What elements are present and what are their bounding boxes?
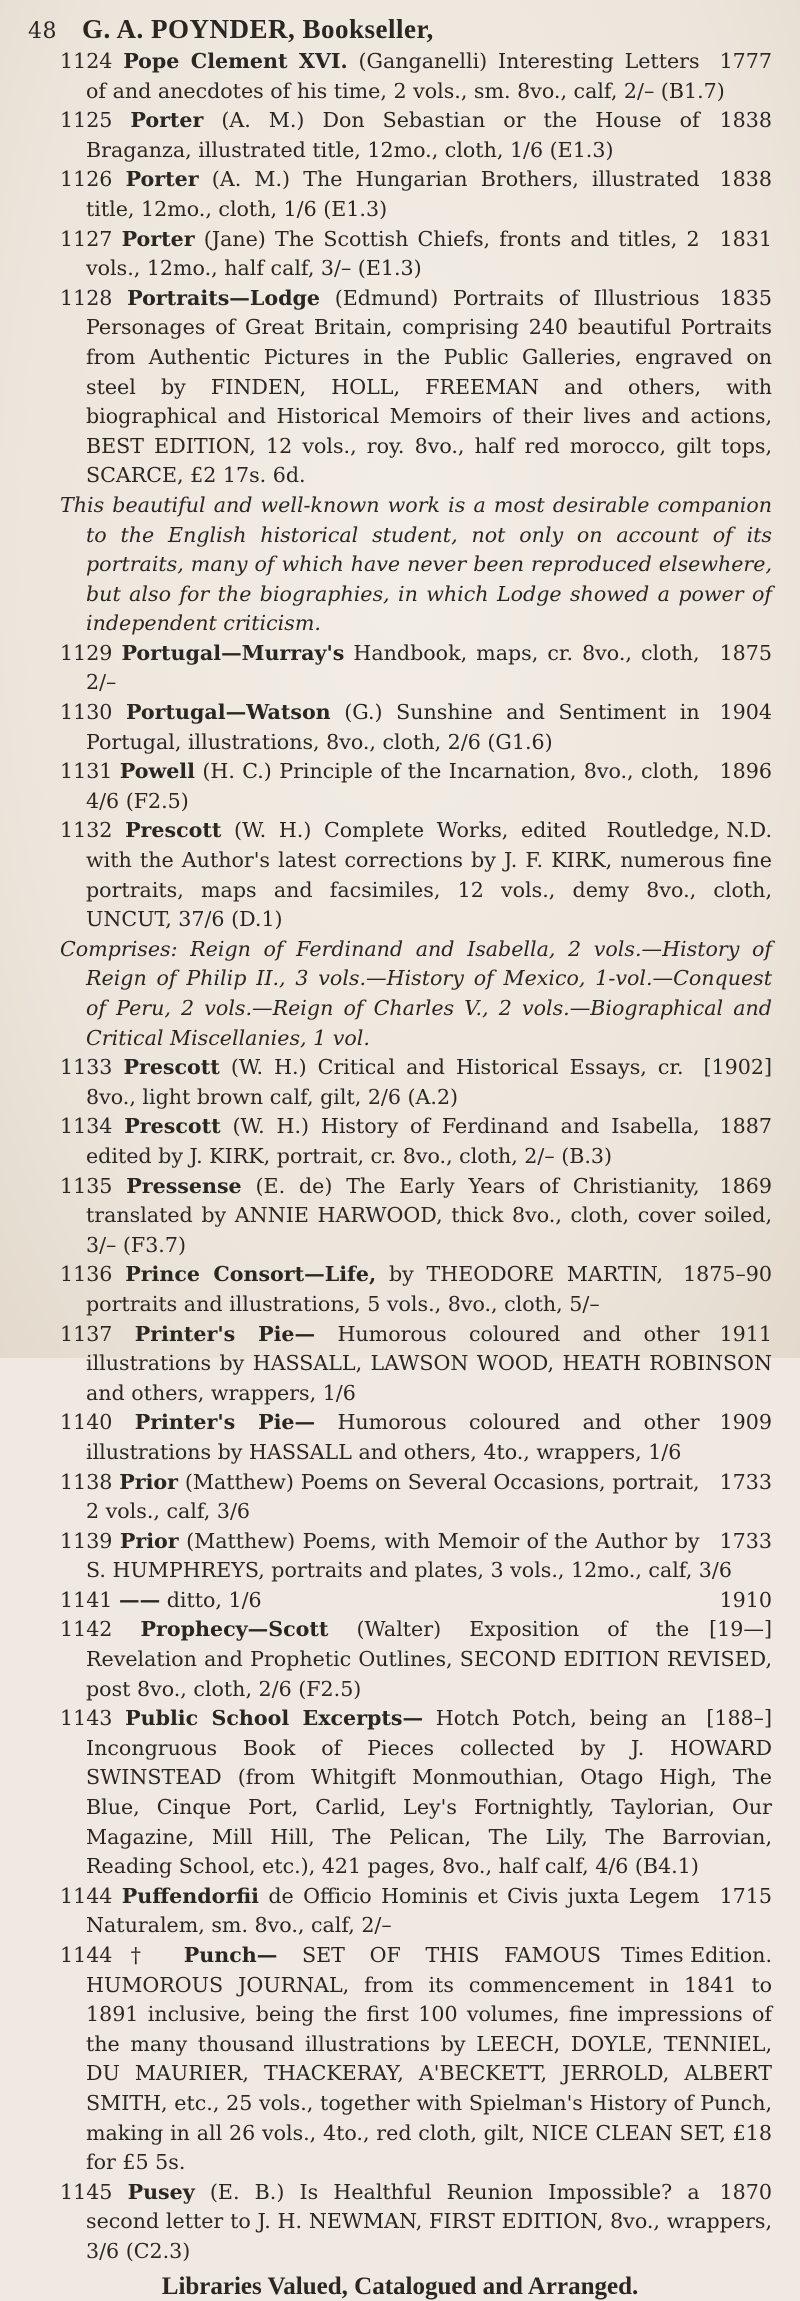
entry-date: [1902] <box>703 1055 772 1080</box>
catalogue-entry <box>28 165 772 224</box>
entry-number: 1132 <box>60 818 113 843</box>
entry-number: 1134 <box>60 1114 113 1139</box>
entry-heading: Printer's Pie— <box>134 1410 316 1435</box>
entry-heading: Prescott <box>123 1055 220 1080</box>
entry-number: 1145 <box>60 2179 113 2204</box>
entry-number: 1131 <box>60 759 113 784</box>
entry-description: (Ganganelli) Interesting Letters of and anecdotes of his time, 2 vols., sm. 8vo., calf, 2/– (B1.7) <box>86 49 725 103</box>
entry-description: (Jane) The Scottish Chiefs, fronts and titles, 2 vols., 12mo., half calf, 3/– (E1.3) <box>86 226 700 281</box>
catalogue-entry <box>28 1172 772 1261</box>
catalogue-entry <box>28 106 772 165</box>
entry-date: 1835 <box>719 285 772 310</box>
catalogue-entry <box>28 1527 772 1586</box>
entry-number: 1135 <box>60 1173 113 1198</box>
entry-date: [19—] <box>709 1617 772 1642</box>
entry-date: 1869 <box>719 1173 772 1198</box>
entry-date: 1904 <box>719 700 772 725</box>
entry-description: de Officio Hominis et Civis juxta Legem Naturalem, sm. 8vo., calf, 2/– <box>86 1883 700 1938</box>
entry-number: 1129 <box>60 640 113 665</box>
entry-description: (A. M.) Don Sebastian or the House of Braganza, illustrated title, 12mo., cloth, 1/6 (E1.3) <box>86 108 700 162</box>
entry-note: This beautiful and well-known work is a most desirable companion to the English historical student, not only on account of its portraits, many of which have never been reproduced elsewhere, but also for the biographies, in which Lodge showed a power of independent criticism. <box>60 492 772 636</box>
entry-number: 1136 <box>60 1262 113 1287</box>
entry-description: Humorous coloured and other illustrations by HASSALL and others, 4to., wrappers, 1/6 <box>86 1410 700 1464</box>
entry-date: 1733 <box>719 1528 772 1553</box>
entry-heading: Prophecy—Scott <box>140 1617 329 1642</box>
entry-date: 1910 <box>719 1587 772 1612</box>
entry-number: 1144† <box>60 1943 160 1967</box>
entry-description: by THEODORE MARTIN, portraits and illustrations, 5 vols., 8vo., cloth, 5/– <box>86 1262 664 1316</box>
entry-date: 1887 <box>719 1114 772 1139</box>
entry-heading: Puffendorfii <box>121 1883 259 1908</box>
entry-number: 1138 <box>60 1469 113 1494</box>
entry-heading: Pusey <box>127 2179 195 2204</box>
entry-date: 1777 <box>719 49 772 73</box>
entry-heading: Printer's Pie— <box>134 1321 316 1346</box>
entry-heading: Porter <box>125 167 199 192</box>
catalogue-entry <box>28 1615 772 1704</box>
catalogue-entry <box>28 1408 772 1467</box>
entry-heading: Portraits—Lodge <box>127 285 321 310</box>
entry-date: 1875–90 <box>683 1262 772 1287</box>
entry-heading: —— <box>118 1587 161 1612</box>
entry-heading: Prior <box>119 1469 178 1494</box>
entry-number: 1126 <box>60 167 113 192</box>
entry-number: 1143 <box>60 1706 113 1731</box>
running-title: G. A. POYNDER, Bookseller, <box>82 14 434 44</box>
entry-date: [188–] <box>706 1706 772 1731</box>
entry-number: 1125 <box>60 108 113 133</box>
entry-number: 1124 <box>60 49 113 73</box>
entry-number: 1133 <box>60 1055 113 1080</box>
catalogue-entry <box>28 225 772 284</box>
catalogue-entry <box>28 47 772 106</box>
entry-description: (W. H.) History of Ferdinand and Isabella, edited by J. KIRK, portrait, cr. 8vo., cloth, 2/– (B.3) <box>86 1114 700 1168</box>
catalogue-entry <box>28 639 772 698</box>
catalogue-entry <box>28 1586 772 1616</box>
entry-description: (A. M.) The Hungarian Brothers, illustrated title, 12mo., cloth, 1/6 (E1.3) <box>86 167 700 221</box>
entry-number: 1141 <box>60 1587 113 1612</box>
catalogue-entry <box>28 1941 772 2178</box>
entry-number: 1142 <box>60 1617 113 1642</box>
entry-description: Handbook, maps, cr. 8vo., cloth, 2/– <box>86 640 700 695</box>
entry-date: 1896 <box>719 759 772 784</box>
entry-description: SET OF THIS FAMOUS HUMOROUS JOURNAL, from its commencement in 1841 to 1891 inclusive, being the first 100 volumes, fine impressions of the many thousand illustrations by LEECH, DOYLE, TENNIEL, DU MAURIER, THACKERAY, A'BECKETT, JERROLD, ALBERT SMITH, etc., 25 vols., together with Spielman's History of Punch, making in all 26 vols., 4to., red cloth, gilt, NICE CLEAN SET, £18 for £5 5s. <box>86 1943 772 2175</box>
entry-date: Times Edition. <box>620 1943 772 1967</box>
entry-heading: Prince Consort—Life, <box>125 1262 377 1287</box>
entry-number: 1127 <box>60 226 113 251</box>
entry-list <box>28 47 772 2267</box>
entry-number: 1137 <box>60 1321 113 1346</box>
catalogue-entry <box>28 1053 772 1112</box>
entry-description: ditto, 1/6 <box>166 1587 262 1612</box>
entry-date: 1909 <box>719 1410 772 1435</box>
entry-heading: Prescott <box>125 818 222 843</box>
entry-description: (Matthew) Poems, with Memoir of the Author by S. HUMPHREYS, portraits and plates, 3 vols., 12mo., calf, 3/6 <box>86 1528 732 1583</box>
page-header <box>28 14 772 45</box>
catalogue-entry <box>28 491 772 639</box>
entry-heading: Porter <box>130 108 204 133</box>
entry-heading: Pressense <box>126 1173 242 1198</box>
catalogue-entry <box>28 816 772 934</box>
catalogue-entry <box>28 698 772 757</box>
entry-number: 1139 <box>60 1528 113 1553</box>
entry-date: 1838 <box>719 167 772 192</box>
entry-description: (W. H.) Critical and Historical Essays, cr. 8vo., light brown calf, gilt, 2/6 (A.2) <box>86 1055 684 1109</box>
catalogue-entry <box>28 1260 772 1319</box>
entry-description: (G.) Sunshine and Sentiment in Portugal, illustrations, 8vo., cloth, 2/6 (G1.6) <box>86 700 700 754</box>
entry-number: 1130 <box>60 700 113 725</box>
entry-date: 1715 <box>719 1883 772 1908</box>
entry-description: (Walter) Exposition of the Revelation and Prophetic Outlines, SECOND EDITION REVISED, post 8vo., cloth, 2/6 (F2.5) <box>86 1617 772 1701</box>
catalogue-entry <box>28 1112 772 1171</box>
entry-number: 1144 <box>60 1883 113 1908</box>
entry-date: 1838 <box>719 108 772 133</box>
page-number: 48 <box>28 19 57 44</box>
entry-heading: Public School Excerpts— <box>125 1706 424 1731</box>
entry-heading: Pope Clement XVI. <box>123 49 348 73</box>
entry-heading: Portugal—Watson <box>126 700 331 725</box>
entry-date: 1831 <box>719 226 772 251</box>
entry-number: 1128 <box>60 285 113 310</box>
entry-description: (E. de) The Early Years of Christianity, translated by ANNIE HARWOOD, thick 8vo., cloth, cover soiled, 3/– (F3.7) <box>86 1173 772 1257</box>
entry-heading: Prior <box>119 1528 179 1553</box>
entry-description: (Matthew) Poems on Several Occasions, portrait, 2 vols., calf, 3/6 <box>86 1469 700 1524</box>
page-footer: Libraries Valued, Catalogued and Arranged. <box>161 2272 639 2300</box>
catalogue-entry <box>28 1320 772 1409</box>
entry-description: (H. C.) Principle of the Incarnation, 8vo., cloth, 4/6 (F2.5) <box>86 759 700 813</box>
catalogue-entry <box>28 1882 772 1941</box>
catalogue-entry <box>28 757 772 816</box>
entry-heading: Portugal—Murray's <box>121 640 345 665</box>
entry-date: 1911 <box>719 1321 772 1346</box>
entry-heading: Porter <box>121 226 195 251</box>
entry-heading: Punch— <box>183 1943 278 1967</box>
catalogue-entry <box>28 284 772 491</box>
entry-date: 1870 <box>719 2179 772 2204</box>
catalogue-entry <box>28 935 772 1053</box>
entry-description: Hotch Potch, being an Incongruous Book of Pieces collected by J. HOWARD SWINSTEAD (from Whitgift Monmouthian, Otago High, The Blue, Cinque Port, Carlid, Ley's Fortnightly, Taylorian, Our Magazine, Mill Hill, The Pelican, The Lily, The Barrovian, Reading School, etc.), 421 pages, 8vo., half calf, 4/6 (B4.1) <box>86 1706 772 1879</box>
entry-description: (E. B.) Is Healthful Reunion Impossible? a second letter to J. H. NEWMAN, FIRST EDITION, 8vo., wrappers, 3/6 (C2.3) <box>86 2179 772 2263</box>
entry-date: Routledge, N.D. <box>606 818 772 843</box>
entry-heading: Prescott <box>124 1114 221 1139</box>
entry-description: (Edmund) Portraits of Illustrious Personages of Great Britain, comprising 240 beautiful Portraits from Authentic Pictures in the Public Galleries, engraved on steel by FINDEN, HOLL, FREEMAN and others, with biographical and Historical Memoirs of their lives and actions, BEST EDITION, 12 vols., roy. 8vo., half red morocco, gilt tops, SCARCE, £2 17s. 6d. <box>86 285 772 488</box>
entry-note: Comprises: Reign of Ferdinand and Isabella, 2 vols.—History of Reign of Philip II., 3 vols.—History of Mexico, 1-vol.—Conquest of Peru, 2 vols.—Reign of Charles V., 2 vols.—Biographical and Critical Miscellanies, 1 vol. <box>60 936 772 1050</box>
catalogue-entry <box>28 1704 772 1882</box>
entry-description: Humorous coloured and other illustrations by HASSALL, LAWSON WOOD, HEATH ROBINSON and others, wrappers, 1/6 <box>86 1321 772 1405</box>
entry-heading: Powell <box>119 759 195 784</box>
catalogue-entry <box>28 1468 772 1527</box>
entry-date: 1875 <box>719 640 772 665</box>
catalogue-entry <box>28 2178 772 2267</box>
entry-description: (W. H.) Complete Works, edited with the Author's latest corrections by J. F. KIRK, numerous fine portraits, maps and facsimiles, 12 vols., demy 8vo., cloth, UNCUT, 37/6 (D.1) <box>86 818 772 932</box>
entry-date: 1733 <box>719 1469 772 1494</box>
entry-number: 1140 <box>60 1410 113 1435</box>
